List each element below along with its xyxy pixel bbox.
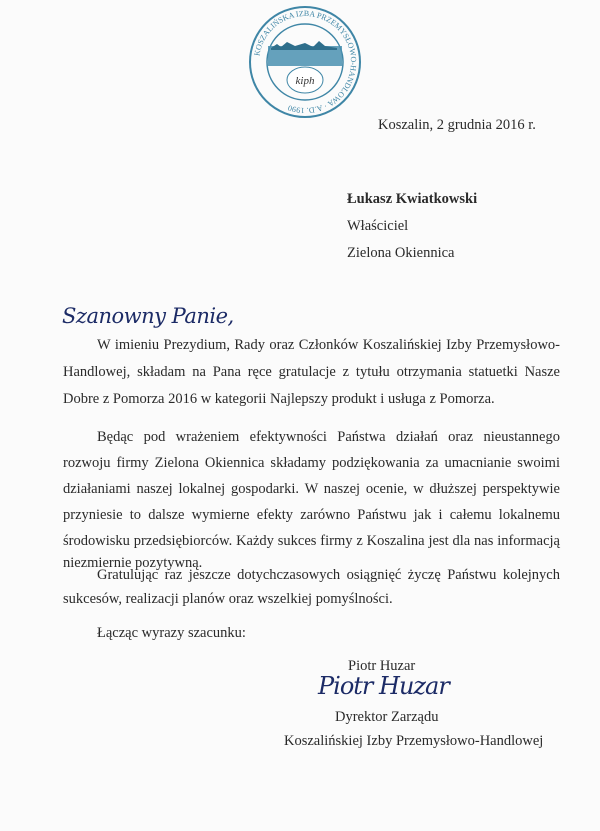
recipient-company: Zielona Okiennica	[347, 245, 455, 261]
chamber-seal-logo	[247, 4, 363, 120]
paragraph-line: przyniesie to dalsze wymierne efekty zarówno Państwu jak i całemu lokalnemu	[63, 507, 560, 523]
signatory-position: Dyrektor Zarządu	[335, 709, 439, 725]
paragraph-line: Będąc pod wrażeniem efektywności Państwa działań oraz nieustannego	[97, 429, 560, 445]
closing-phrase: Łącząc wyrazy szacunku:	[97, 625, 246, 641]
paragraph-line: Handlowej, składam na Pana ręce gratulacje z tytułu otrzymania statuetki Nasze	[63, 364, 560, 380]
paragraph-line: działaniami naszej lokalnej gospodarki. W naszej ocenie, w dłuższej perspektywie	[63, 481, 560, 497]
handwritten-greeting: Szanowny Panie,	[62, 304, 234, 328]
paragraph-line: Dobre z Pomorza 2016 w kategorii Najlepszy produkt i usługa z Pomorza.	[63, 391, 495, 407]
paragraph-line: Gratulując raz jeszcze dotychczasowych osiągnięć życzę Państwu kolejnych	[97, 567, 560, 583]
paragraph-line: rozwoju firmy Zielona Okiennica składamy podziękowania za umacnianie swoimi	[63, 455, 560, 471]
signatory-name: Piotr Huzar	[348, 658, 416, 674]
paragraph-line: W imieniu Prezydium, Rady oraz Członków Koszalińskiej Izby Przemysłowo-	[97, 337, 560, 353]
handwritten-signature: Piotr Huzar	[318, 672, 449, 700]
recipient-title: Właściciel	[347, 218, 409, 234]
svg-text:kiph: kiph	[295, 75, 315, 87]
letter-date: Koszalin, 2 grudnia 2016 r.	[378, 117, 536, 133]
paragraph-line: środowisku przedsiębiorców. Każdy sukces firmy z Koszalina jest dla nas informacją	[63, 533, 560, 549]
svg-text:KOSZALIŃSKA IZBA PRZEMYSŁOWO-H: KOSZALIŃSKA IZBA PRZEMYSŁOWO-HANDLOWA · A.D. 1990	[252, 8, 359, 116]
recipient-name: Łukasz Kwiatkowski	[347, 191, 478, 207]
signatory-organization: Koszalińskiej Izby Przemysłowo-Handlowej	[284, 733, 544, 749]
paragraph-line: sukcesów, realizacji planów oraz wszelkiej pomyślności.	[63, 591, 393, 607]
paragraph-line: niezmiernie pozytywną.	[63, 555, 203, 571]
